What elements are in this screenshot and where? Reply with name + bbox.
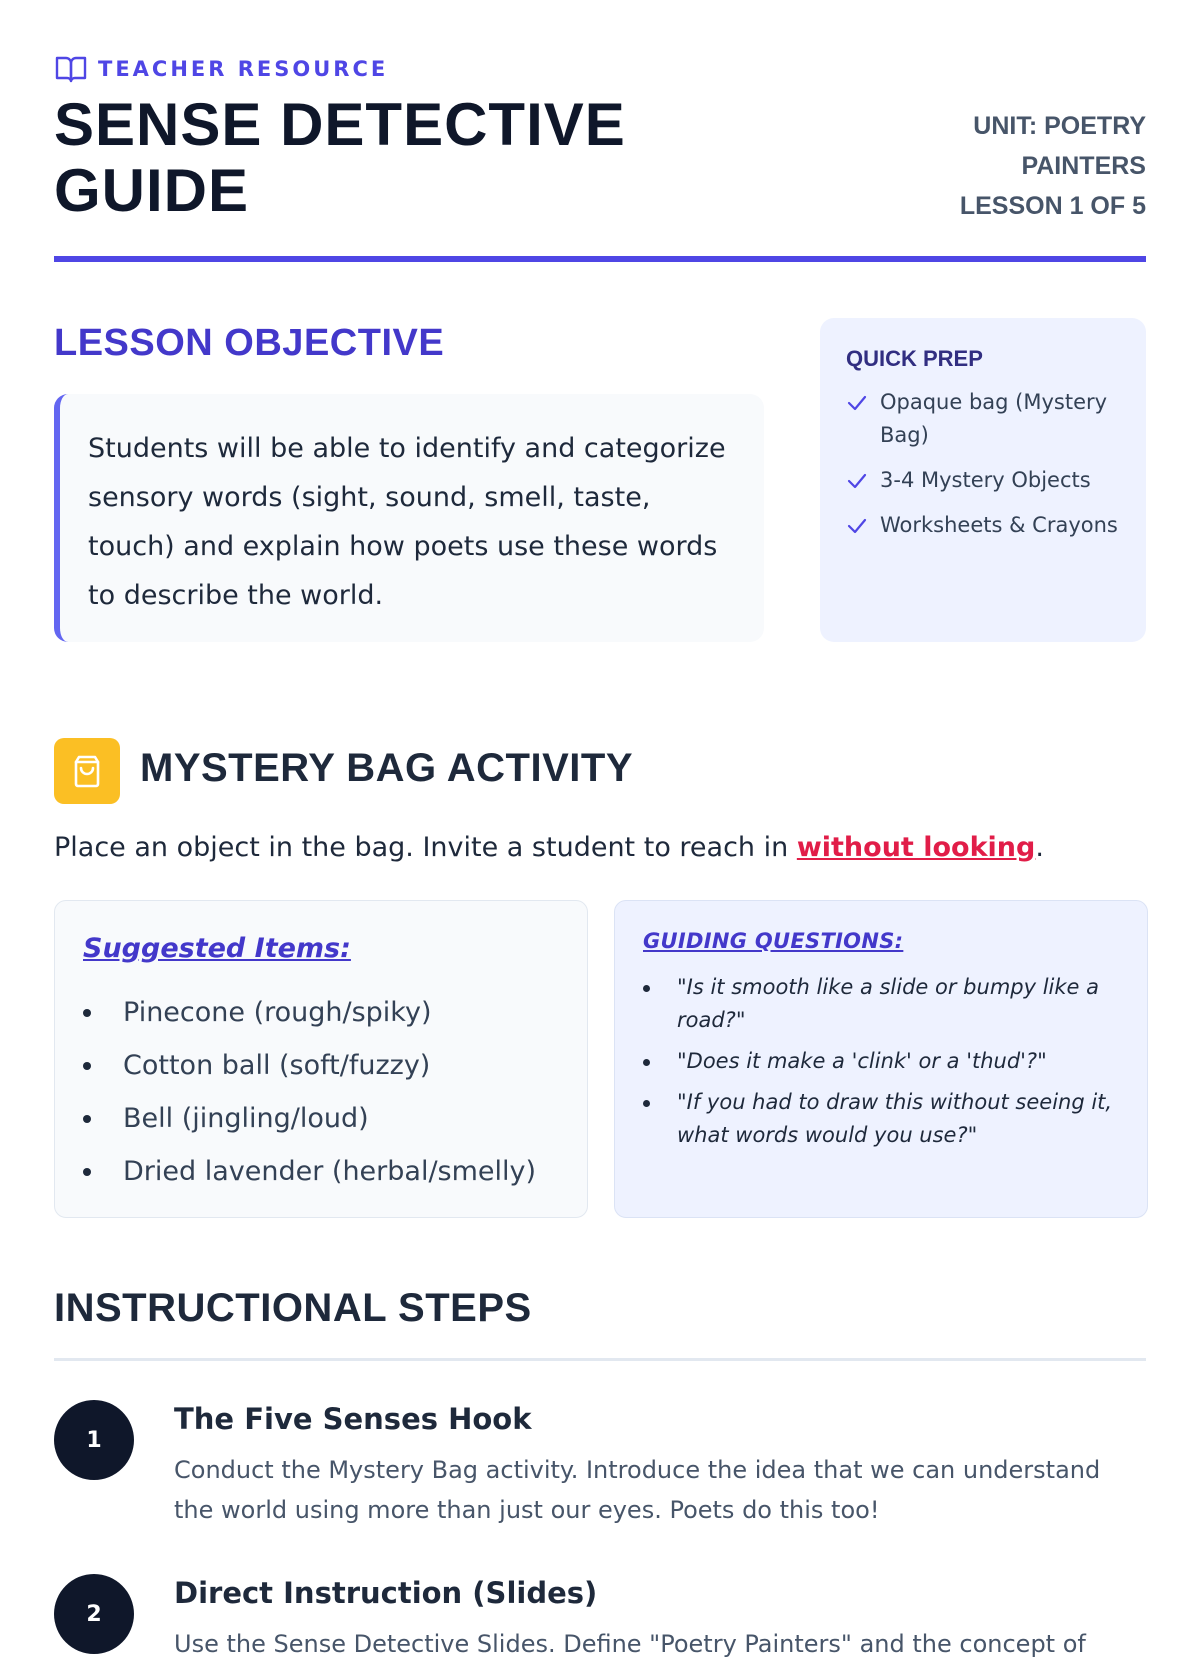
prep-item (846, 464, 1122, 497)
suggested-items-list (83, 986, 559, 1198)
list-item: "If you had to draw this without seeing it, what words would you use?" (643, 1086, 1119, 1152)
step-description: Conduct the Mystery Bag activity. Introduce the idea that we can understand the world using more than just our eyes. Poets do this too! (174, 1456, 1101, 1524)
list-item: "Does it make a 'clink' or a 'thud'?" (643, 1045, 1119, 1078)
page-title: SENSE DETECTIVE GUIDE (54, 91, 626, 224)
unit-line-2: PAINTERS (1021, 152, 1146, 180)
list-item: Dried lavender (herbal/smelly) (83, 1145, 559, 1198)
shopping-bag-icon (68, 752, 106, 790)
step-title: The Five Senses Hook (174, 1402, 532, 1436)
check-icon (846, 470, 868, 492)
objective-title: LESSON OBJECTIVE (54, 322, 445, 364)
mystery-bag-title: MYSTERY BAG ACTIVITY (140, 746, 634, 790)
intro-text: Place an object in the bag. Invite a student to reach in (54, 832, 797, 863)
suggested-items-title: Suggested Items: (83, 933, 351, 964)
unit-line-1: UNIT: POETRY (973, 112, 1146, 140)
list-item: Pinecone (rough/spiky) (83, 986, 559, 1039)
prep-item-label: 3-4 Mystery Objects (880, 468, 1091, 492)
step-description: Use the Sense Detective Slides. Define "Poetry Painters" and the concept of (174, 1630, 1086, 1658)
lesson-number: LESSON 1 OF 5 (959, 192, 1146, 220)
check-icon (846, 392, 868, 414)
guiding-questions-title: GUIDING QUESTIONS: (643, 929, 904, 953)
eyebrow (54, 52, 1146, 86)
unit-info (886, 106, 1146, 226)
objective-box (54, 394, 764, 642)
step-title: Direct Instruction (Slides) (174, 1576, 598, 1610)
guiding-questions-card (614, 900, 1148, 1218)
objective-section (54, 262, 1146, 682)
step-number-badge: 1 (54, 1400, 134, 1480)
suggested-items-card (54, 900, 588, 1218)
list-item: "Is it smooth like a slide or bumpy like a road?" (643, 971, 1119, 1037)
prep-item (846, 386, 1122, 452)
check-icon (846, 515, 868, 537)
prep-item-label: Opaque bag (Mystery Bag) (880, 390, 1108, 447)
intro-highlight: without looking (796, 832, 1036, 863)
prep-item-label: Worksheets & Crayons (880, 513, 1118, 537)
document-header (54, 0, 1146, 262)
prep-item (846, 509, 1122, 542)
instructional-steps-section (54, 1262, 1146, 1658)
eyebrow-label: TEACHER RESOURCE (98, 57, 389, 81)
open-book-icon (54, 54, 88, 84)
instructional-steps-title: INSTRUCTIONAL STEPS (54, 1286, 532, 1330)
guiding-questions-list (643, 971, 1119, 1152)
list-item: Cotton ball (soft/fuzzy) (83, 1039, 559, 1092)
mystery-bag-intro (54, 832, 1044, 863)
step-number-badge: 2 (54, 1574, 134, 1654)
list-item: Bell (jingling/loud) (83, 1092, 559, 1145)
bag-icon-tile (54, 738, 120, 804)
mystery-bag-section (54, 682, 1146, 1262)
objective-text: Students will be able to identify and categorize sensory words (sight, sound, smell, taste, touch) and explain how poets use these words to describe the world. (88, 433, 726, 611)
quick-prep-box (820, 318, 1146, 642)
divider (54, 1358, 1146, 1361)
quick-prep-title: QUICK PREP (846, 346, 983, 371)
intro-end: . (1035, 832, 1044, 863)
